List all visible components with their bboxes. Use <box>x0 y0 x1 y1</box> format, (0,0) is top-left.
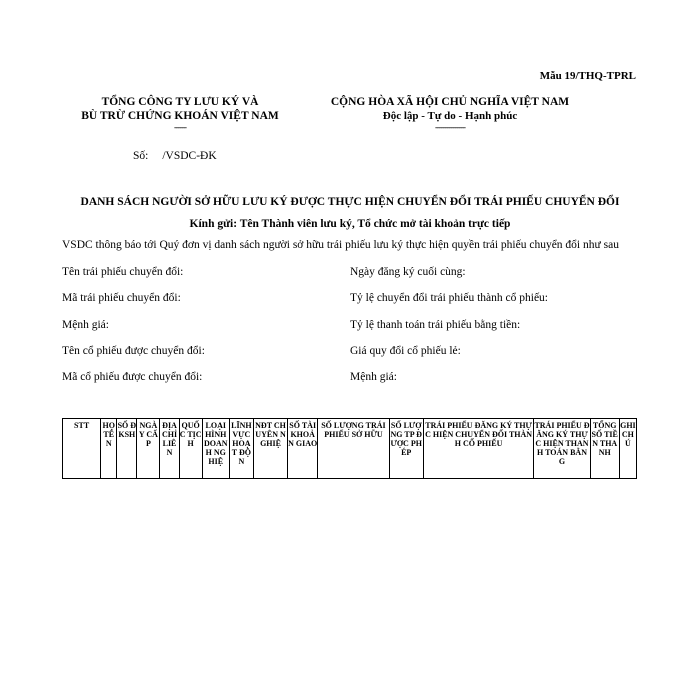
field-converted-stock-name: Tên cổ phiếu được chuyển đổi: <box>62 345 205 357</box>
field-par-value: Mệnh giá: <box>62 319 109 331</box>
holder-table <box>62 418 637 479</box>
column-header: NĐT CHUYÊN NGHIỆ <box>253 419 287 479</box>
field-fractional-share-price: Giá quy đổi cổ phiếu lẻ: <box>350 345 461 357</box>
column-header: HỌ TÊN <box>101 419 117 479</box>
field-converted-stock-code: Mã cổ phiếu được chuyển đổi: <box>62 371 203 383</box>
column-header: SỐ TÀI KHOẢN GIAO <box>288 419 318 479</box>
national-separator: --------------- <box>435 122 465 132</box>
table-header-row <box>63 419 637 479</box>
issuer-header <box>70 95 290 132</box>
field-conversion-ratio: Tỷ lệ chuyển đổi trái phiếu thành cổ phiếu: <box>350 292 548 304</box>
intro-paragraph: VSDC thông báo tới Quý đơn vị danh sách người sở hữu trái phiếu lưu ký thực hiện quyền trái phiếu chuyển đổi như sau <box>62 239 619 251</box>
national-title: CỘNG HÒA XÃ HỘI CHỦ NGHĨA VIỆT NAM <box>330 96 570 108</box>
issuer-name-line2: BÙ TRỪ CHỨNG KHOÁN VIỆT NAM <box>81 110 279 122</box>
national-header <box>330 95 570 132</box>
column-header: ĐỊA CHỈ LIÊN <box>160 419 179 479</box>
column-header: QUỐC TỊCH <box>179 419 202 479</box>
form-code: Mẫu 19/THQ-TPRL <box>539 70 636 82</box>
column-header: TRÁI PHIẾU ĐĂNG KÝ THỰC HIỆN CHUYỂN ĐỔI THÀNH CỔ PHIẾU <box>423 419 534 479</box>
field-bond-name: Tên trái phiếu chuyển đổi: <box>62 266 184 278</box>
issuer-separator: ------ <box>174 122 186 132</box>
issuer-name-line1: TỔNG CÔNG TY LƯU KÝ VÀ <box>101 96 259 108</box>
field-cash-payment-ratio: Tỷ lệ thanh toán trái phiếu bằng tiền: <box>350 319 521 331</box>
field-stock-par-value: Mệnh giá: <box>350 371 397 383</box>
column-header: SỐ LƯỢNG TP ĐƯỢC PHÉP <box>389 419 423 479</box>
field-record-date: Ngày đăng ký cuối cùng: <box>350 266 466 278</box>
column-header: NGÀY CẤP <box>137 419 160 479</box>
column-header: LĨNH VỰC HOẠT ĐỘN <box>229 419 253 479</box>
document-number-label: Số: <box>133 150 149 162</box>
field-bond-code: Mã trái phiếu chuyển đổi: <box>62 292 181 304</box>
document-number-value: /VSDC-ĐK <box>162 150 217 162</box>
addressee: Kính gửi: Tên Thành viên lưu ký, Tổ chức mở tài khoản trực tiếp <box>189 218 511 230</box>
column-header: LOẠI HÌNH DOANH NGHIỆ <box>202 419 229 479</box>
column-header: GHI CHÚ <box>619 419 636 479</box>
national-motto: Độc lập - Tự do - Hạnh phúc <box>382 110 518 122</box>
column-header: STT <box>63 419 101 479</box>
column-header: TỔNG SỐ TIỀN THANH <box>590 419 619 479</box>
column-header: TRÁI PHIẾU ĐĂNG KÝ THỰC HIỆN THANH TOÁN BẰNG <box>534 419 590 479</box>
document-number <box>133 150 217 162</box>
document-title: DANH SÁCH NGƯỜI SỞ HỮU LƯU KÝ ĐƯỢC THỰC HIỆN CHUYỂN ĐỔI TRÁI PHIẾU CHUYỂN ĐỔI <box>80 196 620 208</box>
column-header: SỐ LƯỢNG TRÁI PHIẾU SỞ HỮU <box>318 419 389 479</box>
column-header: SỐ ĐKSH <box>117 419 137 479</box>
